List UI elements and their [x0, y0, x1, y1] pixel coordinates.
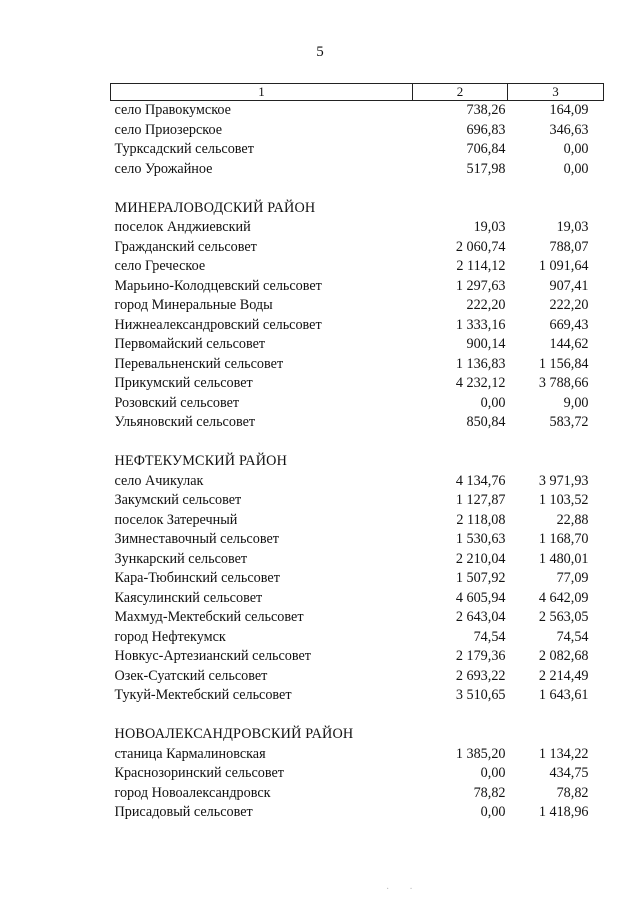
district-heading-row: [111, 452, 604, 472]
settlement-name: Озек-Суатский сельсовет: [114, 667, 268, 684]
table-body: [111, 101, 604, 823]
table-row: [111, 803, 604, 823]
table-row: [111, 745, 604, 765]
settlement-name: Зимнеставочный сельсовет: [114, 531, 279, 547]
spacer-row: [111, 706, 604, 726]
table-row: [111, 374, 604, 394]
value-column-2: 2 643,04: [455, 609, 506, 625]
value-column-3: 9,00: [563, 394, 589, 411]
settlement-name: Первомайский сельсовет: [114, 336, 266, 352]
value-column-3: 1 480,01: [538, 550, 589, 567]
value-column-3: 144,62: [549, 336, 589, 352]
settlement-name: Ульяновский сельсовет: [114, 414, 256, 430]
settlement-name: поселок Затеречный: [114, 511, 238, 528]
settlement-name: Новкус-Артезианский сельсовет: [114, 648, 311, 664]
settlement-name: Турксадский сельсовет: [114, 141, 254, 157]
table-row: [111, 667, 604, 687]
table-row: [111, 647, 604, 667]
page-number: 5: [316, 44, 324, 60]
value-column-3: 3 971,93: [538, 472, 589, 489]
value-column-2: 0,00: [480, 804, 506, 820]
table-row: [111, 355, 604, 375]
value-column-2: 1 507,92: [455, 570, 506, 586]
table-row: [111, 140, 604, 160]
value-column-3: 22,88: [556, 511, 589, 528]
settlement-name: Нижнеалександровский сельсовет: [114, 316, 322, 333]
value-column-3: 2 563,05: [538, 609, 589, 625]
table-row: [111, 101, 604, 121]
value-column-2: 0,00: [480, 394, 506, 411]
value-column-3: 434,75: [549, 765, 589, 781]
district-heading-row: [111, 725, 604, 745]
value-column-2: 1 127,87: [455, 492, 506, 508]
spacer-row: [111, 179, 604, 199]
value-column-3: 77,09: [556, 570, 589, 586]
settlement-name: село Греческое: [114, 258, 206, 274]
settlement-name: Присадовый сельсовет: [114, 804, 253, 820]
table-row: [111, 628, 604, 648]
table-row: [111, 238, 604, 258]
column-header-3: 3: [508, 84, 604, 101]
data-table: [110, 83, 604, 823]
spacer-cell: [111, 706, 604, 726]
settlement-name: Прикумский сельсовет: [114, 375, 253, 391]
value-column-3: 1 418,96: [538, 804, 589, 820]
value-column-2: 4 134,76: [455, 472, 506, 489]
scan-artifact: · ·: [386, 884, 413, 895]
value-column-3: 3 788,66: [538, 375, 589, 391]
table-row: [111, 257, 604, 277]
value-column-2: 1 297,63: [455, 277, 506, 294]
table-row: [111, 121, 604, 141]
value-column-3: 346,63: [549, 121, 589, 138]
value-column-2: 3 510,65: [455, 687, 506, 703]
value-column-3: 0,00: [563, 160, 589, 177]
value-column-2: 0,00: [480, 765, 506, 781]
settlement-name: город Новоалександровск: [114, 784, 271, 801]
table-row: [111, 160, 604, 180]
table-row: [111, 413, 604, 433]
value-column-3: 1 156,84: [538, 355, 589, 372]
value-column-2: 19,03: [473, 219, 506, 235]
table-row: [111, 511, 604, 531]
value-column-2: 4 605,94: [455, 589, 506, 606]
settlement-name: Розовский сельсовет: [114, 394, 240, 411]
table-row: [111, 296, 604, 316]
value-column-2: 4 232,12: [455, 375, 506, 391]
settlement-name: Гражданский сельсовет: [114, 238, 257, 255]
settlement-name: поселок Анджиевский: [114, 219, 251, 235]
table-row: [111, 589, 604, 609]
settlement-name: село Ачикулак: [114, 472, 204, 489]
value-column-2: 78,82: [473, 784, 506, 801]
settlement-name: Тукуй-Мектебский сельсовет: [114, 687, 292, 703]
value-column-3: 1 134,22: [538, 745, 589, 762]
table-row: [111, 491, 604, 511]
table-row: [111, 316, 604, 336]
table-row: [111, 277, 604, 297]
value-column-2: 1 136,83: [455, 355, 506, 372]
settlement-name: Махмуд-Мектебский сельсовет: [114, 609, 304, 625]
spacer-cell: [111, 179, 604, 199]
value-column-2: 2 179,36: [455, 648, 506, 664]
value-column-3: 2 082,68: [538, 648, 589, 664]
value-column-3: 1 103,52: [538, 492, 589, 508]
value-column-2: 1 333,16: [455, 316, 506, 333]
value-column-3: 4 642,09: [538, 589, 589, 606]
settlement-name: город Нефтекумск: [114, 628, 226, 645]
value-column-3: 164,09: [549, 102, 589, 118]
value-column-2: 517,98: [466, 160, 506, 177]
value-column-3: 1 643,61: [538, 687, 589, 703]
value-column-2: 900,14: [466, 336, 506, 352]
value-column-3: 78,82: [556, 784, 589, 801]
table-header: [111, 84, 604, 101]
spacer-cell: [111, 433, 604, 453]
table-row: [111, 608, 604, 628]
table-row: [111, 764, 604, 784]
value-column-2: 74,54: [473, 628, 506, 645]
table-row: [111, 335, 604, 355]
value-column-2: 2 693,22: [455, 667, 506, 684]
table-row: [111, 530, 604, 550]
column-header-2: 2: [413, 84, 508, 101]
settlement-name: Зункарский сельсовет: [114, 550, 248, 567]
value-column-3: 19,03: [556, 219, 589, 235]
settlement-name: город Минеральные Воды: [114, 297, 273, 313]
table-row: [111, 686, 604, 706]
header-row: [111, 84, 604, 101]
value-column-3: 74,54: [556, 628, 589, 645]
table-row: [111, 550, 604, 570]
value-column-2: 2 060,74: [455, 238, 506, 255]
settlement-name: Каясулинский сельсовет: [114, 589, 263, 606]
table-row: [111, 569, 604, 589]
settlement-name: Кара-Тюбинский сельсовет: [114, 570, 280, 586]
value-column-2: 2 114,12: [456, 258, 506, 274]
value-column-3: 1 168,70: [538, 531, 589, 547]
value-column-2: 696,83: [466, 121, 506, 138]
settlement-name: Краснозоринский сельсовет: [114, 765, 284, 781]
value-column-3: 222,20: [549, 297, 589, 313]
settlement-name: станица Кармалиновская: [114, 745, 266, 762]
value-column-3: 788,07: [549, 238, 589, 255]
value-column-3: 1 091,64: [538, 258, 589, 274]
value-column-2: 1 530,63: [455, 531, 506, 547]
district-heading: МИНЕРАЛОВОДСКИЙ РАЙОН: [114, 199, 316, 216]
value-column-2: 850,84: [466, 414, 506, 430]
column-header-1: 1: [111, 84, 413, 101]
value-column-3: 0,00: [563, 141, 589, 157]
value-column-3: 2 214,49: [538, 667, 589, 684]
settlement-name: село Урожайное: [114, 160, 213, 177]
value-column-2: 222,20: [466, 297, 506, 313]
value-column-2: 2 118,08: [456, 511, 506, 528]
value-column-3: 907,41: [549, 277, 589, 294]
settlement-name: село Правокумское: [114, 102, 231, 118]
table-row: [111, 394, 604, 414]
settlement-name: Закумский сельсовет: [114, 492, 242, 508]
table-row: [111, 472, 604, 492]
table-row: [111, 784, 604, 804]
spacer-row: [111, 433, 604, 453]
value-column-2: 1 385,20: [455, 745, 506, 762]
district-heading: НОВОАЛЕКСАНДРОВСКИЙ РАЙОН: [114, 726, 354, 742]
value-column-3: 583,72: [549, 414, 589, 430]
table-row: [111, 218, 604, 238]
settlement-name: Марьино-Колодцевский сельсовет: [114, 277, 322, 294]
value-column-2: 2 210,04: [455, 550, 506, 567]
district-heading-row: [111, 199, 604, 219]
district-heading: НЕФТЕКУМСКИЙ РАЙОН: [114, 453, 288, 469]
value-column-3: 669,43: [549, 316, 589, 333]
value-column-2: 738,26: [466, 102, 506, 118]
value-column-2: 706,84: [466, 141, 506, 157]
settlement-name: село Приозерское: [114, 121, 223, 138]
settlement-name: Перевальненский сельсовет: [114, 355, 284, 372]
